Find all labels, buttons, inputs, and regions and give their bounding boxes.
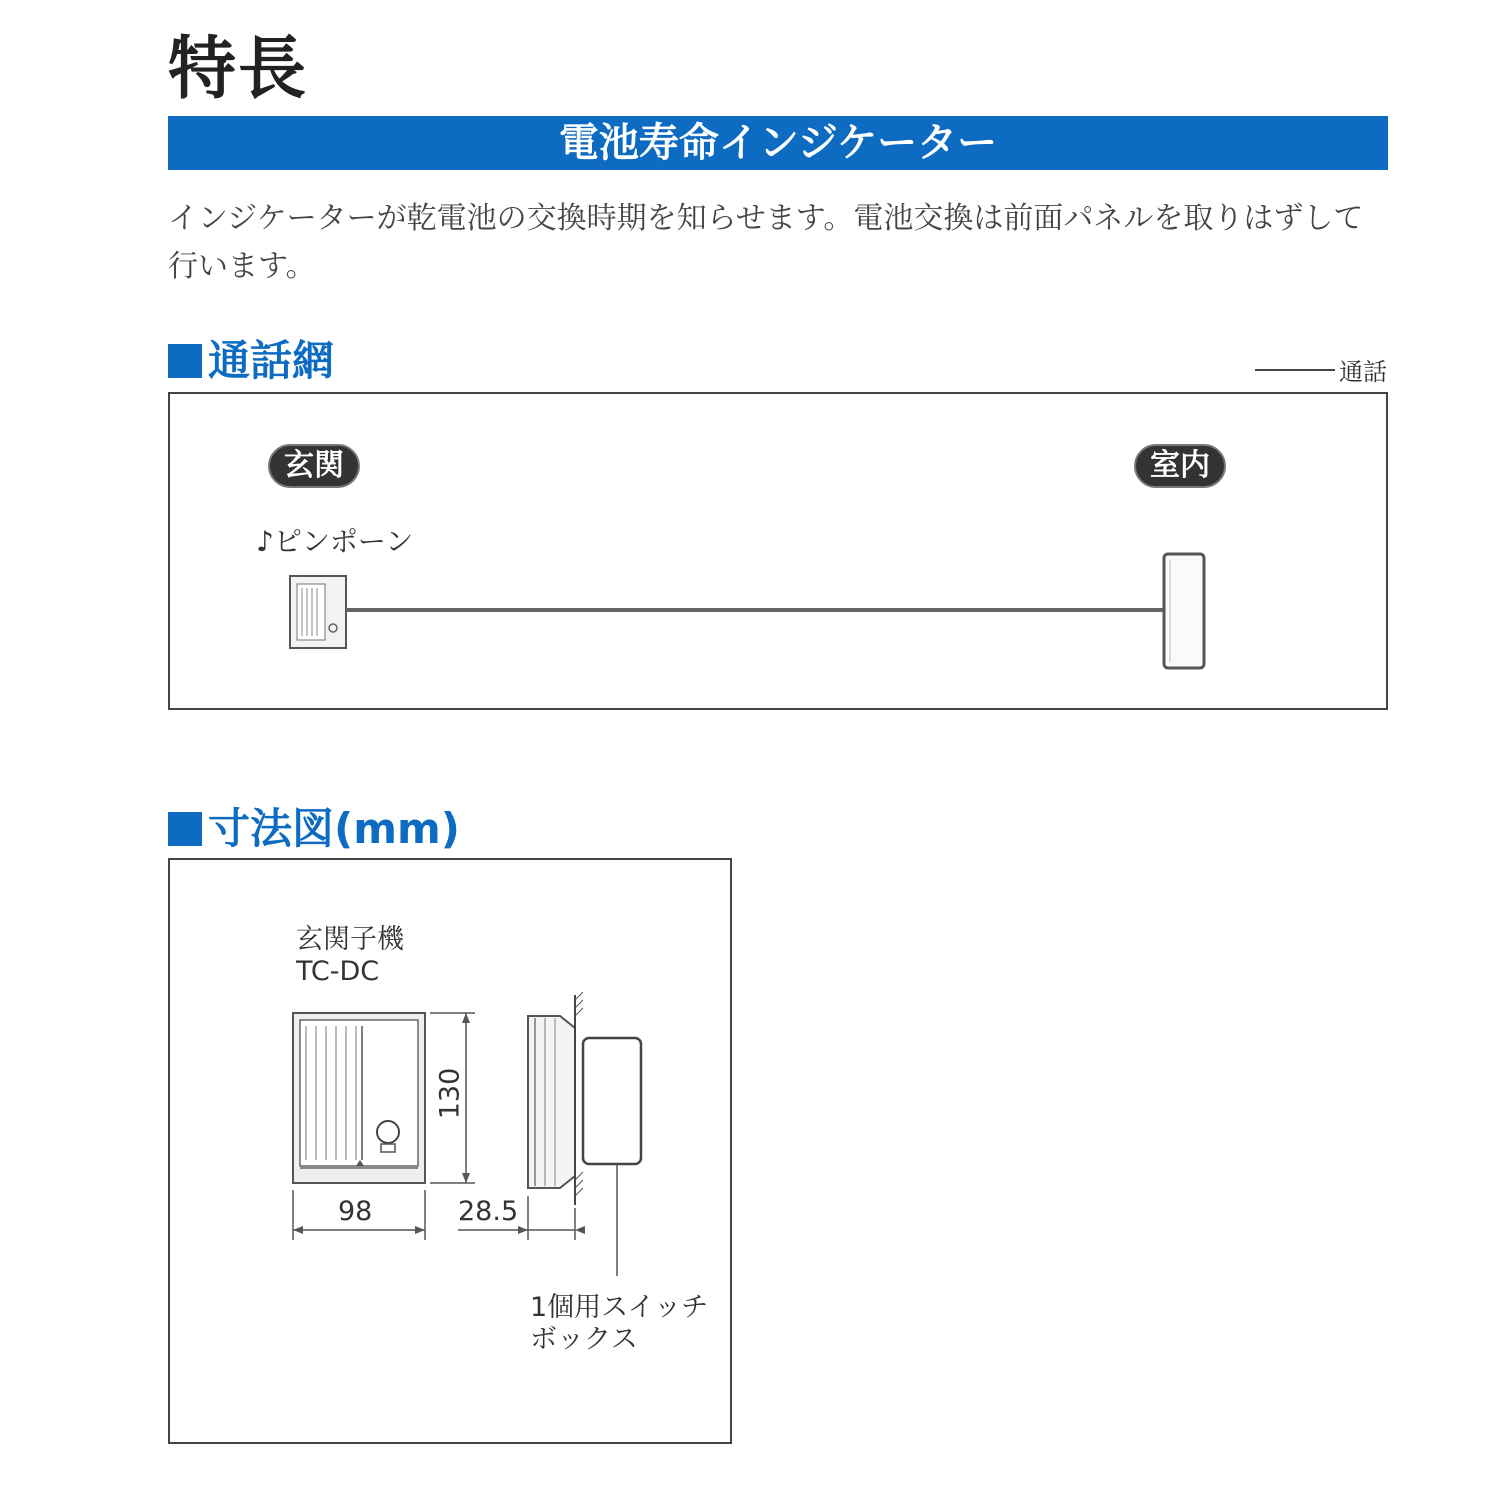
dimensions-heading bbox=[168, 804, 460, 854]
entrance-label: 玄関 bbox=[268, 444, 360, 488]
width-dimension-value: 98 bbox=[338, 1196, 373, 1227]
page-title: 特長 bbox=[168, 30, 309, 109]
feature-description: インジケーターが乾電池の交換時期を知らせます。電池交換は前面パネルを取りはずして行います。 bbox=[168, 201, 1364, 284]
height-dimension-value: 130 bbox=[434, 1067, 466, 1120]
dimensions-diagram bbox=[168, 858, 732, 1444]
unit-name-label: 玄関子機 bbox=[296, 924, 404, 955]
feature-banner: 電池寿命インジケーター bbox=[168, 116, 1388, 170]
call-legend-label: 通話 bbox=[1339, 358, 1387, 386]
section-square-icon bbox=[168, 812, 202, 846]
model-label: TC-DC bbox=[296, 956, 380, 987]
dimensions-heading-text: 寸法図(mm) bbox=[208, 804, 460, 853]
entrance-unit-icon bbox=[290, 576, 346, 648]
chime-text: ♪ピンポーン bbox=[256, 525, 414, 558]
call-network-heading-text: 通話網 bbox=[208, 336, 335, 385]
switch-box-label-line2: ボックス bbox=[530, 1324, 638, 1355]
indoor-label: 室内 bbox=[1134, 444, 1226, 488]
switch-box-label-line1: 1個用スイッチ bbox=[530, 1292, 709, 1323]
depth-dimension-value: 28.5 bbox=[458, 1196, 519, 1227]
indoor-unit-icon bbox=[1164, 554, 1204, 668]
